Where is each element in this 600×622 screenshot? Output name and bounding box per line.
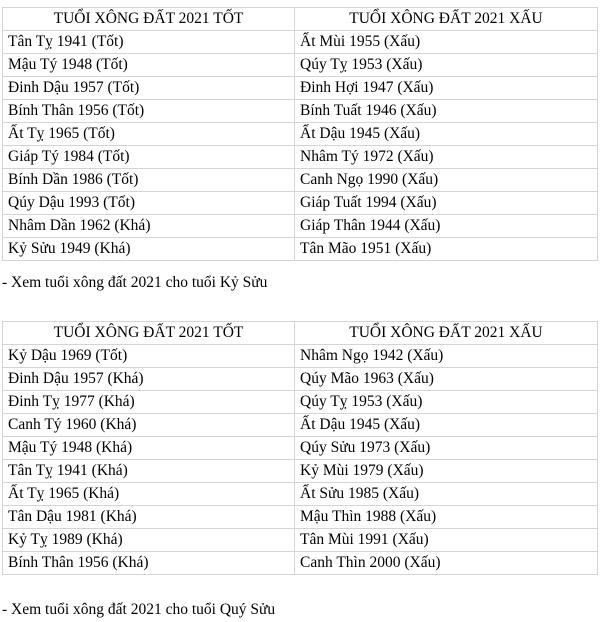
bad-age-cell: Qúy Tỵ 1953 (Xấu) bbox=[295, 391, 598, 414]
good-bad-age-table-1 bbox=[2, 7, 598, 261]
bad-age-cell: Qúy Sửu 1973 (Xấu) bbox=[295, 437, 598, 460]
table-row bbox=[3, 391, 598, 414]
good-bad-age-table-2 bbox=[2, 321, 598, 575]
good-age-cell: Kỷ Sửu 1949 (Khá) bbox=[3, 238, 295, 261]
good-age-cell: Kỷ Dậu 1969 (Tốt) bbox=[3, 345, 295, 368]
good-age-cell: Bính Thân 1956 (Tốt) bbox=[3, 100, 295, 123]
table-header-row bbox=[3, 322, 598, 345]
table-row bbox=[3, 483, 598, 506]
bad-age-cell: Đinh Hợi 1947 (Xấu) bbox=[295, 77, 598, 100]
good-age-cell: Tân Tỵ 1941 (Tốt) bbox=[3, 31, 295, 54]
table-row bbox=[3, 100, 598, 123]
bad-age-cell: Kỷ Mùi 1979 (Xấu) bbox=[295, 460, 598, 483]
table-row bbox=[3, 345, 598, 368]
good-age-cell: Canh Tý 1960 (Khá) bbox=[3, 414, 295, 437]
note-link-quy-suu[interactable]: - Xem tuổi xông đất 2021 cho tuổi Quý Sửu bbox=[2, 601, 276, 618]
good-age-cell: Tân Tỵ 1941 (Khá) bbox=[3, 460, 295, 483]
good-age-cell: Kỷ Tỵ 1989 (Khá) bbox=[3, 529, 295, 552]
header-good: TUỔI XÔNG ĐẤT 2021 TỐT bbox=[3, 322, 295, 345]
good-age-cell: Mậu Tý 1948 (Tốt) bbox=[3, 54, 295, 77]
table-row bbox=[3, 215, 598, 238]
bad-age-cell: Canh Thìn 2000 (Xấu) bbox=[295, 552, 598, 575]
table-row bbox=[3, 192, 598, 215]
table-row bbox=[3, 368, 598, 391]
table-header-row bbox=[3, 8, 598, 31]
table-row bbox=[3, 529, 598, 552]
note-link-ky-suu[interactable]: - Xem tuổi xông đất 2021 cho tuổi Kỷ Sửu bbox=[2, 274, 268, 291]
bad-age-cell: Qúy Tỵ 1953 (Xấu) bbox=[295, 54, 598, 77]
bad-age-cell: Bính Tuất 1946 (Xấu) bbox=[295, 100, 598, 123]
bad-age-cell: Ất Dậu 1945 (Xấu) bbox=[295, 414, 598, 437]
table-row bbox=[3, 146, 598, 169]
table-row bbox=[3, 77, 598, 100]
bad-age-cell: Tân Mão 1951 (Xấu) bbox=[295, 238, 598, 261]
bad-age-cell: Giáp Tuất 1994 (Xấu) bbox=[295, 192, 598, 215]
good-age-cell: Qúy Dậu 1993 (Tốt) bbox=[3, 192, 295, 215]
good-age-cell: Ất Tỵ 1965 (Tốt) bbox=[3, 123, 295, 146]
bad-age-cell: Qúy Mão 1963 (Xấu) bbox=[295, 368, 598, 391]
table-row bbox=[3, 437, 598, 460]
header-bad: TUỔI XÔNG ĐẤT 2021 XẤU bbox=[295, 8, 598, 31]
table-row bbox=[3, 123, 598, 146]
good-age-cell: Bính Dần 1986 (Tốt) bbox=[3, 169, 295, 192]
good-age-cell: Đinh Tỵ 1977 (Khá) bbox=[3, 391, 295, 414]
bad-age-cell: Tân Mùi 1991 (Xấu) bbox=[295, 529, 598, 552]
bad-age-cell: Canh Ngọ 1990 (Xấu) bbox=[295, 169, 598, 192]
bad-age-cell: Ất Dậu 1945 (Xấu) bbox=[295, 123, 598, 146]
bad-age-cell: Ất Mùi 1955 (Xấu) bbox=[295, 31, 598, 54]
good-age-cell: Mậu Tý 1948 (Khá) bbox=[3, 437, 295, 460]
header-bad: TUỔI XÔNG ĐẤT 2021 XẤU bbox=[295, 322, 598, 345]
table-row bbox=[3, 506, 598, 529]
bad-age-cell: Nhâm Ngọ 1942 (Xấu) bbox=[295, 345, 598, 368]
table-row bbox=[3, 169, 598, 192]
good-age-cell: Tân Dậu 1981 (Khá) bbox=[3, 506, 295, 529]
header-good: TUỔI XÔNG ĐẤT 2021 TỐT bbox=[3, 8, 295, 31]
bad-age-cell: Mậu Thìn 1988 (Xấu) bbox=[295, 506, 598, 529]
table-row bbox=[3, 54, 598, 77]
table-row bbox=[3, 552, 598, 575]
bad-age-cell: Ất Sửu 1985 (Xấu) bbox=[295, 483, 598, 506]
good-age-cell: Ất Tỵ 1965 (Khá) bbox=[3, 483, 295, 506]
good-age-cell: Giáp Tý 1984 (Tốt) bbox=[3, 146, 295, 169]
bad-age-cell: Nhâm Tý 1972 (Xấu) bbox=[295, 146, 598, 169]
good-age-cell: Nhâm Dần 1962 (Khá) bbox=[3, 215, 295, 238]
bad-age-cell: Giáp Thân 1944 (Xấu) bbox=[295, 215, 598, 238]
table-row bbox=[3, 460, 598, 483]
table-row bbox=[3, 238, 598, 261]
table-row bbox=[3, 31, 598, 54]
good-age-cell: Đinh Dậu 1957 (Tốt) bbox=[3, 77, 295, 100]
good-age-cell: Bính Thân 1956 (Khá) bbox=[3, 552, 295, 575]
good-age-cell: Đinh Dậu 1957 (Khá) bbox=[3, 368, 295, 391]
table-row bbox=[3, 414, 598, 437]
